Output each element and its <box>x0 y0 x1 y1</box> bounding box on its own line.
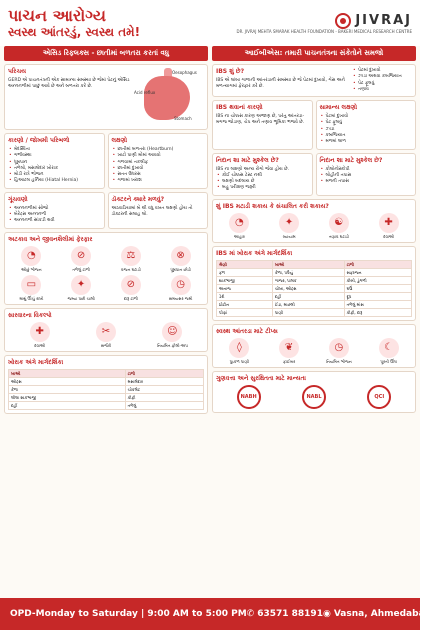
gerd-column <box>4 46 208 594</box>
gerd-causes: કારણો / જોખમી પરિબળો • મેદસ્વિતા • ગર્ભાવસ્થા • ધૂમ્રપાન • તળેલો, મસાલેદાર ખોરાક • મોડી રાત્રે ભોજન • હિઆટલ હર્નિયા (Hiatal Hernia) <box>4 133 105 189</box>
table-row: પીણાં પાણી કોફી, દારૂ <box>217 308 412 316</box>
no-alcohol-icon: ⊘ <box>121 275 141 295</box>
ibs-intro: IBS શું છે? IBS એ લાંબા ગાળાની આંતરડાની સમસ્યા છે જે પેટમાં દુખાવો, ગેસ અને મળત્યાગમાં ફેરફાર કરે છે. • પેટમાં દુખાવો • ઝાડા અથવા કબજિયાત • પેટ ફૂલવું • તણાવ <box>212 64 416 97</box>
gerd-banner: એસિડ રિફ્લક્સ - છાતીમાં બળતરા કરતાં વધુ <box>4 46 208 61</box>
logo-icon <box>335 13 351 29</box>
header <box>0 0 420 46</box>
walking-icon: ✦ <box>71 275 91 295</box>
table-row: લીલા શાકભાજી કોફી <box>9 393 204 401</box>
table-row: અનાજ ચોખા, ઓટ્સ ઘઉં <box>217 284 412 292</box>
ibs-management: શું IBS મટાડી શકાય કે સંચાલિત કરી શકાય? ◔ આહાર ✦ વ્યાયામ ☯ તણાવ ઘટાડો ✚ દવાઓ <box>212 199 416 243</box>
gerd-complications: ગૂંચવણો • અન્નનળીમાં સોજો • બેરેટ્સ અન્નનળી • અન્નનળી સાંકડી થવી <box>4 192 105 229</box>
list-item: • ગળામાં ખરાશ <box>112 178 205 184</box>
clock-icon: ◷ <box>171 275 191 295</box>
list-item: • ઝાડા અથવા કબજિયાત <box>352 74 412 80</box>
list-item: • કોઈ ચોક્કસ ટેસ્ટ નથી <box>216 173 309 179</box>
opd-timing: OPD-Monday to Saturday | 9:00 AM to 5:00 PM <box>10 609 247 619</box>
list-item: • હિઆટલ હર્નિયા (Hiatal Hernia) <box>8 178 101 184</box>
gerd-intro <box>4 64 208 130</box>
list-item: • ખાટો પાણી મોંમાં આવવો <box>112 153 205 159</box>
list-item: • તળેલો, મસાલેદાર ખોરાક <box>8 166 101 172</box>
table-row: ઓટ્સ મસાલેદાર <box>9 377 204 385</box>
plate-icon: ◔ <box>21 246 41 266</box>
stomach-illustration <box>134 68 204 126</box>
acid-reflux-label: Acid reflux <box>134 90 156 95</box>
list-item: • તણાવ <box>352 87 412 93</box>
table-row: ડેરી દહીં દૂધ <box>217 292 412 300</box>
table-row: પ્રોટીન ઈંડા, માછલી તળેલું માંસ <box>217 300 412 308</box>
list-item: • મોડી રાત્રે ભોજન <box>8 172 101 178</box>
scale-icon: ⚖ <box>121 246 141 266</box>
phone-number[interactable]: ✆ 63571 88191 <box>246 609 323 619</box>
sleep-icon: ☾ <box>379 338 399 358</box>
logo-subtitle: DR. JIVRAJ MEHTA SMARAK HEALTH FOUNDATION - BAKERI MEDICAL RESEARCH CENTRE <box>236 28 412 34</box>
list-item: • મળની તપાસ <box>320 179 413 185</box>
ibs-banner: આઈબીએસ: તમારી પાચનતંત્રના સંકેતોને સમજો <box>212 46 416 61</box>
location-pin-icon: ◉ <box>322 609 331 619</box>
list-item: • કબજિયાત <box>320 133 413 139</box>
ibs-column <box>212 46 416 594</box>
oesophagus-label: Oesophagus <box>172 70 197 75</box>
list-item: • લોહીની તપાસ <box>320 173 413 179</box>
no-fried-food-icon: ⊘ <box>71 246 91 266</box>
list-item: • ગળવામાં તકલીફ <box>112 160 205 166</box>
intro-title: પરિચય <box>8 68 27 75</box>
table-row: શાકભાજી ગાજર, પાલક કોબી, ડુંગળી <box>217 276 412 284</box>
ibs-diagnosis: નિદાન શા માટે મુશ્કેલ છે? IBS ના લક્ષણો અન્ય રોગો જેવા હોય છે. • કોઈ ચોક્કસ ટેસ્ટ નથી • લક્ષણો બદલાય છે • બહુ પરીક્ષણ જરૂરી <box>212 153 313 196</box>
footer <box>0 598 431 630</box>
phone-icon: ✆ <box>246 609 255 619</box>
list-item: • મળમાં લાળ <box>320 139 413 145</box>
list-item: • ધૂમ્રપાન <box>8 160 101 166</box>
meal-icon: ◷ <box>329 338 349 358</box>
diet-icon: ◔ <box>229 213 249 233</box>
water-icon: ◊ <box>229 338 249 358</box>
page-title: પાચન આરોગ્ય <box>8 5 106 25</box>
pill-icon: ✚ <box>30 322 50 342</box>
list-item: • બેરેટ્સ અન્નનળી <box>8 212 101 218</box>
list-item: • અન્નનળી સાંકડી થવી <box>8 218 101 224</box>
gerd-when-to-see-doctor: ડૉક્ટરને ક્યારે મળવું? અઠવાડિયામાં બે થી વધુ વખત લક્ષણો હોય તો ડૉક્ટરની સલાહ લો. <box>108 192 209 229</box>
gerd-symptoms: લક્ષણો • છાતીમાં બળતરા (Heartburn) • ખાટો પાણી મોંમાં આવવો • ગળવામાં તકલીફ • છાતીમાં દુખાવો • સતત ઉધરસ • ગળામાં ખરાશ <box>108 133 209 189</box>
location: ◉ Vasna, Ahmedabad <box>322 609 431 619</box>
logo <box>237 13 412 34</box>
list-item: • ગર્ભાવસ્થા <box>8 153 101 159</box>
list-item: • બહુ પરીક્ષણ જરૂરી <box>216 185 309 191</box>
accreditation: ગુણવત્તા અને સુરક્ષિતતા માટે માન્યતા NABH NABL QCI <box>212 371 416 413</box>
table-row: કેળા ચોકલેટ <box>9 385 204 393</box>
meditation-icon: ☯ <box>329 213 349 233</box>
list-item: • પેટમાં દુખાવો <box>352 68 412 74</box>
nabl-badge: NABL <box>302 385 326 409</box>
list-item: • અન્નનળીમાં સોજો <box>8 206 101 212</box>
list-item: • લક્ષણો બદલાય છે <box>216 179 309 185</box>
pillow-icon: ▭ <box>21 275 41 295</box>
list-item: • પેટમાં દુખાવો <box>320 114 413 120</box>
list-item: • સતત ઉધરસ <box>112 172 205 178</box>
gut-tips: સ્વસ્થ આંતરડા માટે ટીપ્સ ◊ પુષ્કળ પાણી ❦ ફાઈબર ◷ નિયમિત ભોજન ☾ પૂરતી ઊંઘ <box>212 324 416 368</box>
nabh-badge: NABH <box>237 385 261 409</box>
gerd-prevention: અટકાવ અને જીવનશૈલીમાં ફેરફાર ◔ ઓછું ભોજન ⊘ તળેલું ટાળો ⚖ વજન ઘટાડો ⊗ ધૂમ્રપાન છોડો ▭ માથું ઊંચું રાખો ✦ જમ્યા પછી ચાલો ⊘ દારૂ ટાળો ◷ સમયસર જમો <box>4 232 208 305</box>
table-row: દહીં તળેલું <box>9 401 204 409</box>
intro-text: GERD એ પાચનતંત્રની એક સામાન્ય સમસ્યા છે જેમાં પેટનું એસિડ અન્નનળીમાં પાછું આવે છે અને બળતરા કરે છે. <box>8 78 130 89</box>
list-item: • ઝાડા <box>320 127 413 133</box>
no-smoking-icon: ⊗ <box>171 246 191 266</box>
doctor-icon: ☺ <box>162 322 182 342</box>
gerd-food-table: ખોરાક અંગે માર્ગદર્શિકા ખાઓ ટાળો ઓટ્સ મસાલેદાર કેળા ચોકલેટ લીલા શાકભાજી કોફી દહીં તળેલું <box>4 355 208 414</box>
ibs-diagnosis-tests: નિદાન શા માટે મુશ્કેલ છે? • કોલોનોસ્કોપી • લોહીની તપાસ • મળની તપાસ <box>316 153 417 196</box>
list-item: • પેટ ફૂલવું <box>352 81 412 87</box>
list-item: • કોલોનોસ્કોપી <box>320 167 413 173</box>
gerd-treatment: સારવારના વિકલ્પો ✚ દવાઓ ✂ સર્જરી ☺ નિયમિત ફોલો-અપ <box>4 308 208 352</box>
page-subtitle: સ્વસ્થ આંતરડું, સ્વસ્થ તમે! <box>8 24 141 39</box>
qci-badge: QCI <box>367 385 391 409</box>
stomach-label: Stomach <box>174 116 192 121</box>
pill-icon: ✚ <box>379 213 399 233</box>
table-row: ફળ કેળા, પપૈયું સફરજન <box>217 268 412 276</box>
ibs-symptoms: સામાન્ય લક્ષણો • પેટમાં દુખાવો • પેટ ફૂલવું • ઝાડા • કબજિયાત • મળમાં લાળ <box>316 100 417 149</box>
list-item: • છાતીમાં દુખાવો <box>112 166 205 172</box>
ibs-causes: IBS થવાનાં કારણો IBS ના ચોક્કસ કારણ અજાણ છે, પરંતુ આંતરડા-મગજ જોડાણ, ચેપ અને તણાવ ભૂમિકા ભજવે છે. <box>212 100 313 149</box>
fiber-icon: ❦ <box>279 338 299 358</box>
logo-name: JIVRAJ <box>355 13 412 28</box>
exercise-icon: ✦ <box>279 213 299 233</box>
list-item: • પેટ ફૂલવું <box>320 120 413 126</box>
surgery-icon: ✂ <box>96 322 116 342</box>
list-item: • છાતીમાં બળતરા (Heartburn) <box>112 147 205 153</box>
ibs-food-table: IBS માં ખોરાક અંગે માર્ગદર્શિકા શ્રેણી ખાઓ ટાળો ફળ કેળા, પપૈયું સફરજન શાકભાજી ગાજર, પાલક કોબી, ડુંગળી અનાજ ચોખા, ઓટ્સ ઘઉં ડેરી દહીં દૂધ પ્રોટીન ઈંડા, માછલી તળેલું માંસ પીણાં પાણી કોફી, દારૂ <box>212 246 416 321</box>
list-item: • મેદસ્વિતા <box>8 147 101 153</box>
